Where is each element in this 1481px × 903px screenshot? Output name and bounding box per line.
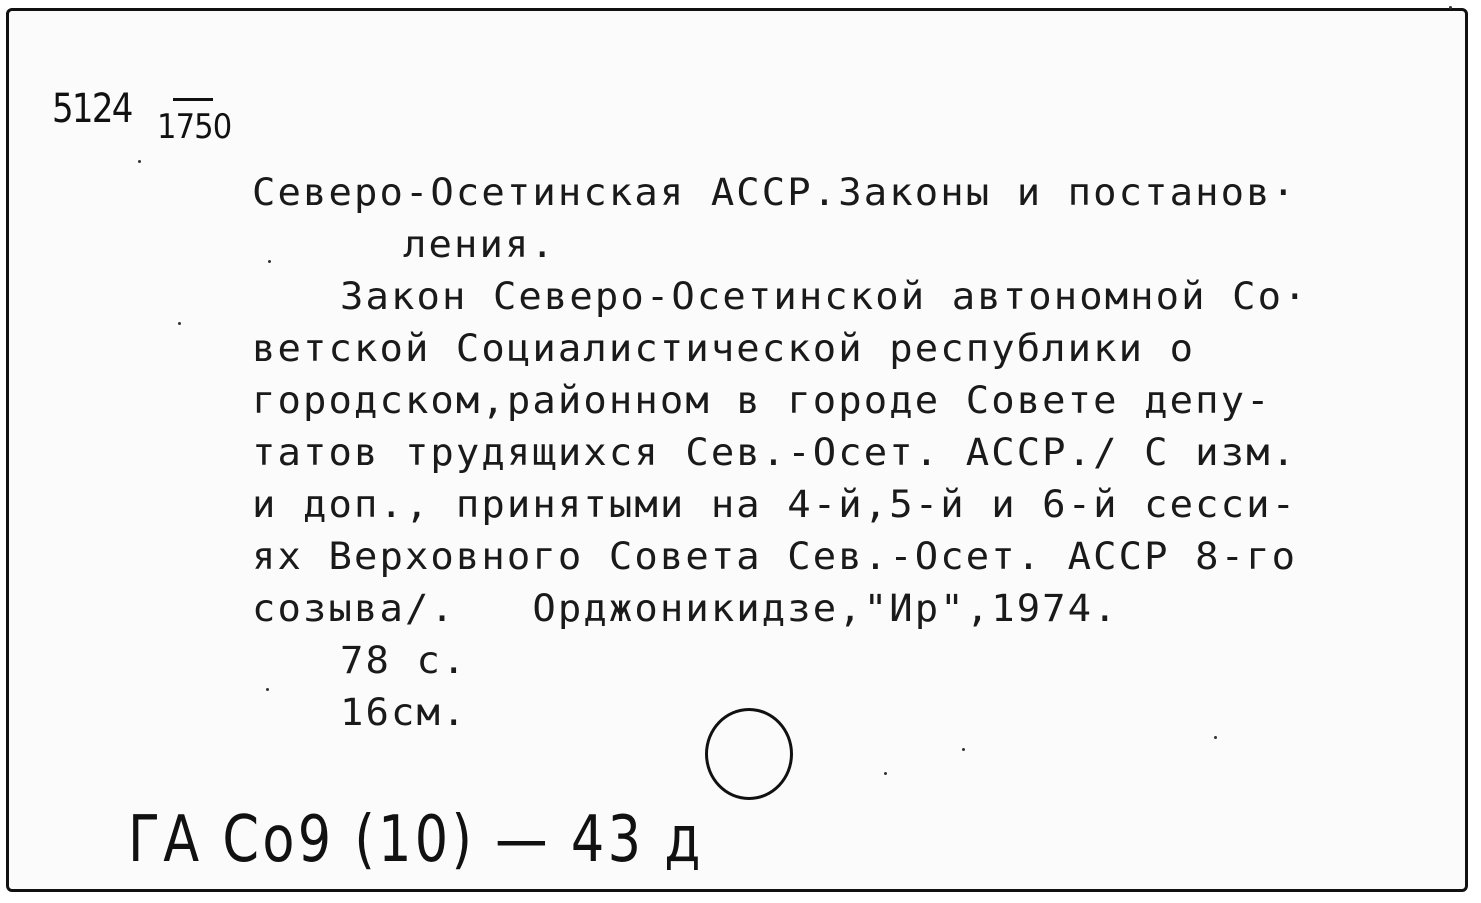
speck xyxy=(884,772,887,775)
size-line: 16см. xyxy=(340,691,468,734)
shelf-mark-bar xyxy=(173,98,213,101)
title-line-4: татов трудящихся Сев.-Осет. АССР./ С изм. xyxy=(252,431,1298,474)
title-line-1: Закон Северо-Осетинской автономной Со· xyxy=(340,275,1309,318)
title-line-6: ях Верховного Совета Сев.-Осет. АССР 8-го xyxy=(252,535,1298,578)
speck xyxy=(138,160,141,163)
title-line-3: городском,районном в городе Совете депу- xyxy=(252,379,1272,422)
speck xyxy=(1214,736,1217,739)
card-punch-hole xyxy=(705,708,793,800)
pages-line: 78 с. xyxy=(340,639,468,682)
title-line-5: и доп., принятыми на 4-й,5-й и 6-й сесси- xyxy=(252,483,1298,526)
title-line-2: ветской Социалистической республики о xyxy=(252,327,1196,370)
shelf-mark: 5124 xyxy=(52,86,132,132)
call-number: ГА Со9 (10) — 43 д xyxy=(128,803,704,877)
speck xyxy=(1449,6,1452,9)
speck xyxy=(268,260,271,263)
speck xyxy=(178,322,181,325)
heading-line-1: Северо-Осетинская АССР.Законы и постанов· xyxy=(252,171,1298,214)
imprint-line: созыва/. Орджоникидзе,"Ир",1974. xyxy=(252,587,1119,630)
speck xyxy=(266,688,269,691)
heading-line-2: ления. xyxy=(403,223,556,266)
speck xyxy=(962,748,965,751)
shelf-mark-sub: 1750 xyxy=(157,107,232,147)
